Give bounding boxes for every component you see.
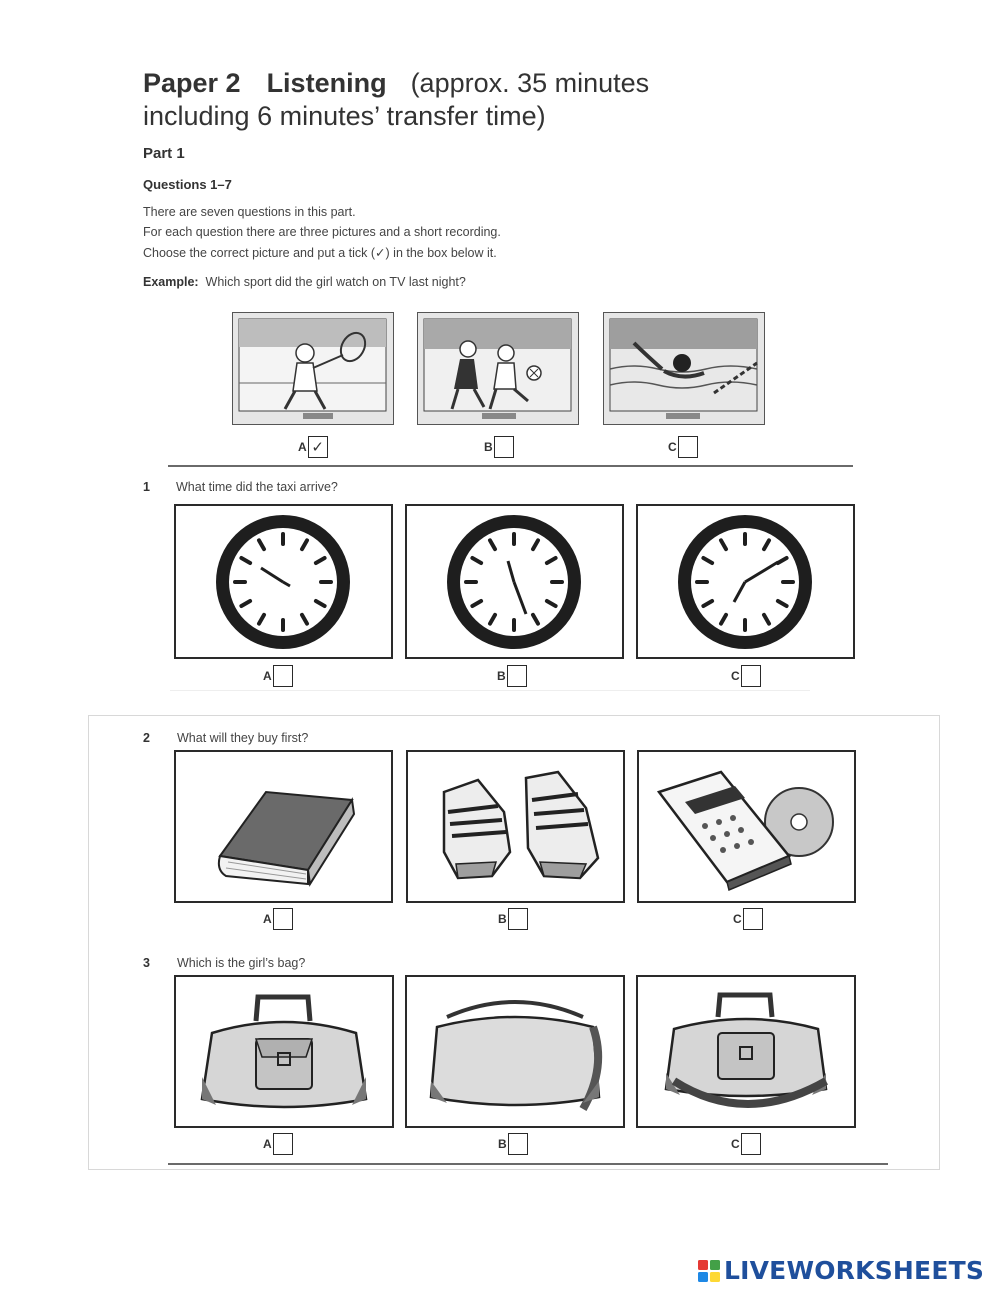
question-2-option-c (733, 908, 763, 930)
dvd-icon (639, 752, 854, 901)
question-1-option-c (731, 665, 761, 687)
question-2-option-b (498, 908, 528, 930)
sheet-edge-right (939, 715, 940, 1170)
answer-checkbox[interactable] (273, 908, 293, 930)
instruction-line-3: Choose the correct picture and put a tick (✓) in the box below it. (143, 246, 497, 260)
clock-icon (638, 506, 853, 657)
swimmer-on-tv (604, 313, 763, 423)
questions-range: Questions 1–7 (143, 177, 232, 192)
answer-checkbox[interactable] (273, 665, 293, 687)
option-letter: B (497, 669, 506, 683)
question-1-option-a (263, 665, 293, 687)
liveworksheets-logo (697, 1256, 984, 1285)
instruction-line-2: For each question there are three pictures and a short recording. (143, 225, 501, 239)
answer-checkbox[interactable] (741, 665, 761, 687)
answer-checkbox[interactable] (494, 436, 514, 458)
question-2-option-a (263, 908, 293, 930)
bag-plain-icon (407, 977, 623, 1126)
example-question-text: Which sport did the girl watch on TV last night? (205, 275, 466, 289)
football-match-on-tv (418, 313, 577, 423)
question-3-picture-b (405, 975, 625, 1128)
example-picture-b (417, 312, 579, 425)
question-text: Which is the girl’s bag? (177, 956, 306, 970)
divider (168, 465, 853, 467)
trainers-icon (408, 752, 623, 901)
example-label: Example: (143, 275, 199, 289)
logo-mark-icon (697, 1259, 721, 1283)
sheet-edge-bottom (88, 1169, 940, 1170)
question-2-picture-a (174, 750, 393, 903)
question-text: What will they buy first? (177, 731, 309, 745)
option-letter: B (498, 1137, 507, 1151)
logo-text: LIVEWORKSHEETS (724, 1256, 985, 1285)
answer-checkbox[interactable]: ✓ (308, 436, 328, 458)
answer-checkbox[interactable] (273, 1133, 293, 1155)
question-number: 1 (143, 480, 150, 494)
bag-with-pocket-icon (176, 977, 392, 1126)
option-letter: C (731, 669, 740, 683)
question-2-picture-c (637, 750, 856, 903)
paper-title (143, 66, 649, 100)
answer-checkbox[interactable] (507, 665, 527, 687)
question-number: 2 (143, 731, 150, 745)
option-letter: A (263, 1137, 272, 1151)
question-number: 3 (143, 956, 150, 970)
option-letter: B (498, 912, 507, 926)
example-option-b (484, 436, 514, 458)
option-letter: A (263, 912, 272, 926)
question-1-picture-a (174, 504, 393, 659)
option-letter: A (298, 440, 307, 454)
divider (168, 1163, 888, 1165)
example-option-c (668, 436, 698, 458)
paper-label: Paper 2 (143, 68, 241, 98)
instruction-line-1: There are seven questions in this part. (143, 205, 356, 219)
tennis-player-on-tv (233, 313, 392, 423)
option-letter: B (484, 440, 493, 454)
answer-checkbox[interactable] (508, 908, 528, 930)
clock-icon (176, 506, 391, 657)
duration-line1: (approx. 35 minutes (410, 68, 650, 98)
question-1-picture-b (405, 504, 624, 659)
example-picture-a (232, 312, 394, 425)
question-1-picture-c (636, 504, 855, 659)
sheet-edge-top (88, 715, 940, 716)
question-3-option-c (731, 1133, 761, 1155)
question-3-picture-c (636, 975, 856, 1128)
clock-icon (407, 506, 622, 657)
option-letter: A (263, 669, 272, 683)
sheet-edge-left (88, 715, 89, 1170)
question-1-option-b (497, 665, 527, 687)
option-letter: C (733, 912, 742, 926)
answer-checkbox[interactable] (678, 436, 698, 458)
answer-checkbox[interactable] (743, 908, 763, 930)
question-2-picture-b (406, 750, 625, 903)
example-question (143, 275, 466, 289)
question-text: What time did the taxi arrive? (176, 480, 338, 494)
section-label: Listening (266, 68, 387, 98)
question-3-option-b (498, 1133, 528, 1155)
option-letter: C (731, 1137, 740, 1151)
book-icon (176, 752, 391, 901)
duration-line2: including 6 minutes’ transfer time) (143, 101, 546, 131)
option-letter: C (668, 440, 677, 454)
part-heading: Part 1 (143, 145, 185, 162)
divider (170, 690, 810, 691)
question-3-option-a (263, 1133, 293, 1155)
example-option-a (298, 436, 328, 458)
bag-strap-pocket-icon (638, 977, 854, 1126)
example-picture-c (603, 312, 765, 425)
answer-checkbox[interactable] (508, 1133, 528, 1155)
answer-checkbox[interactable] (741, 1133, 761, 1155)
question-3-picture-a (174, 975, 394, 1128)
